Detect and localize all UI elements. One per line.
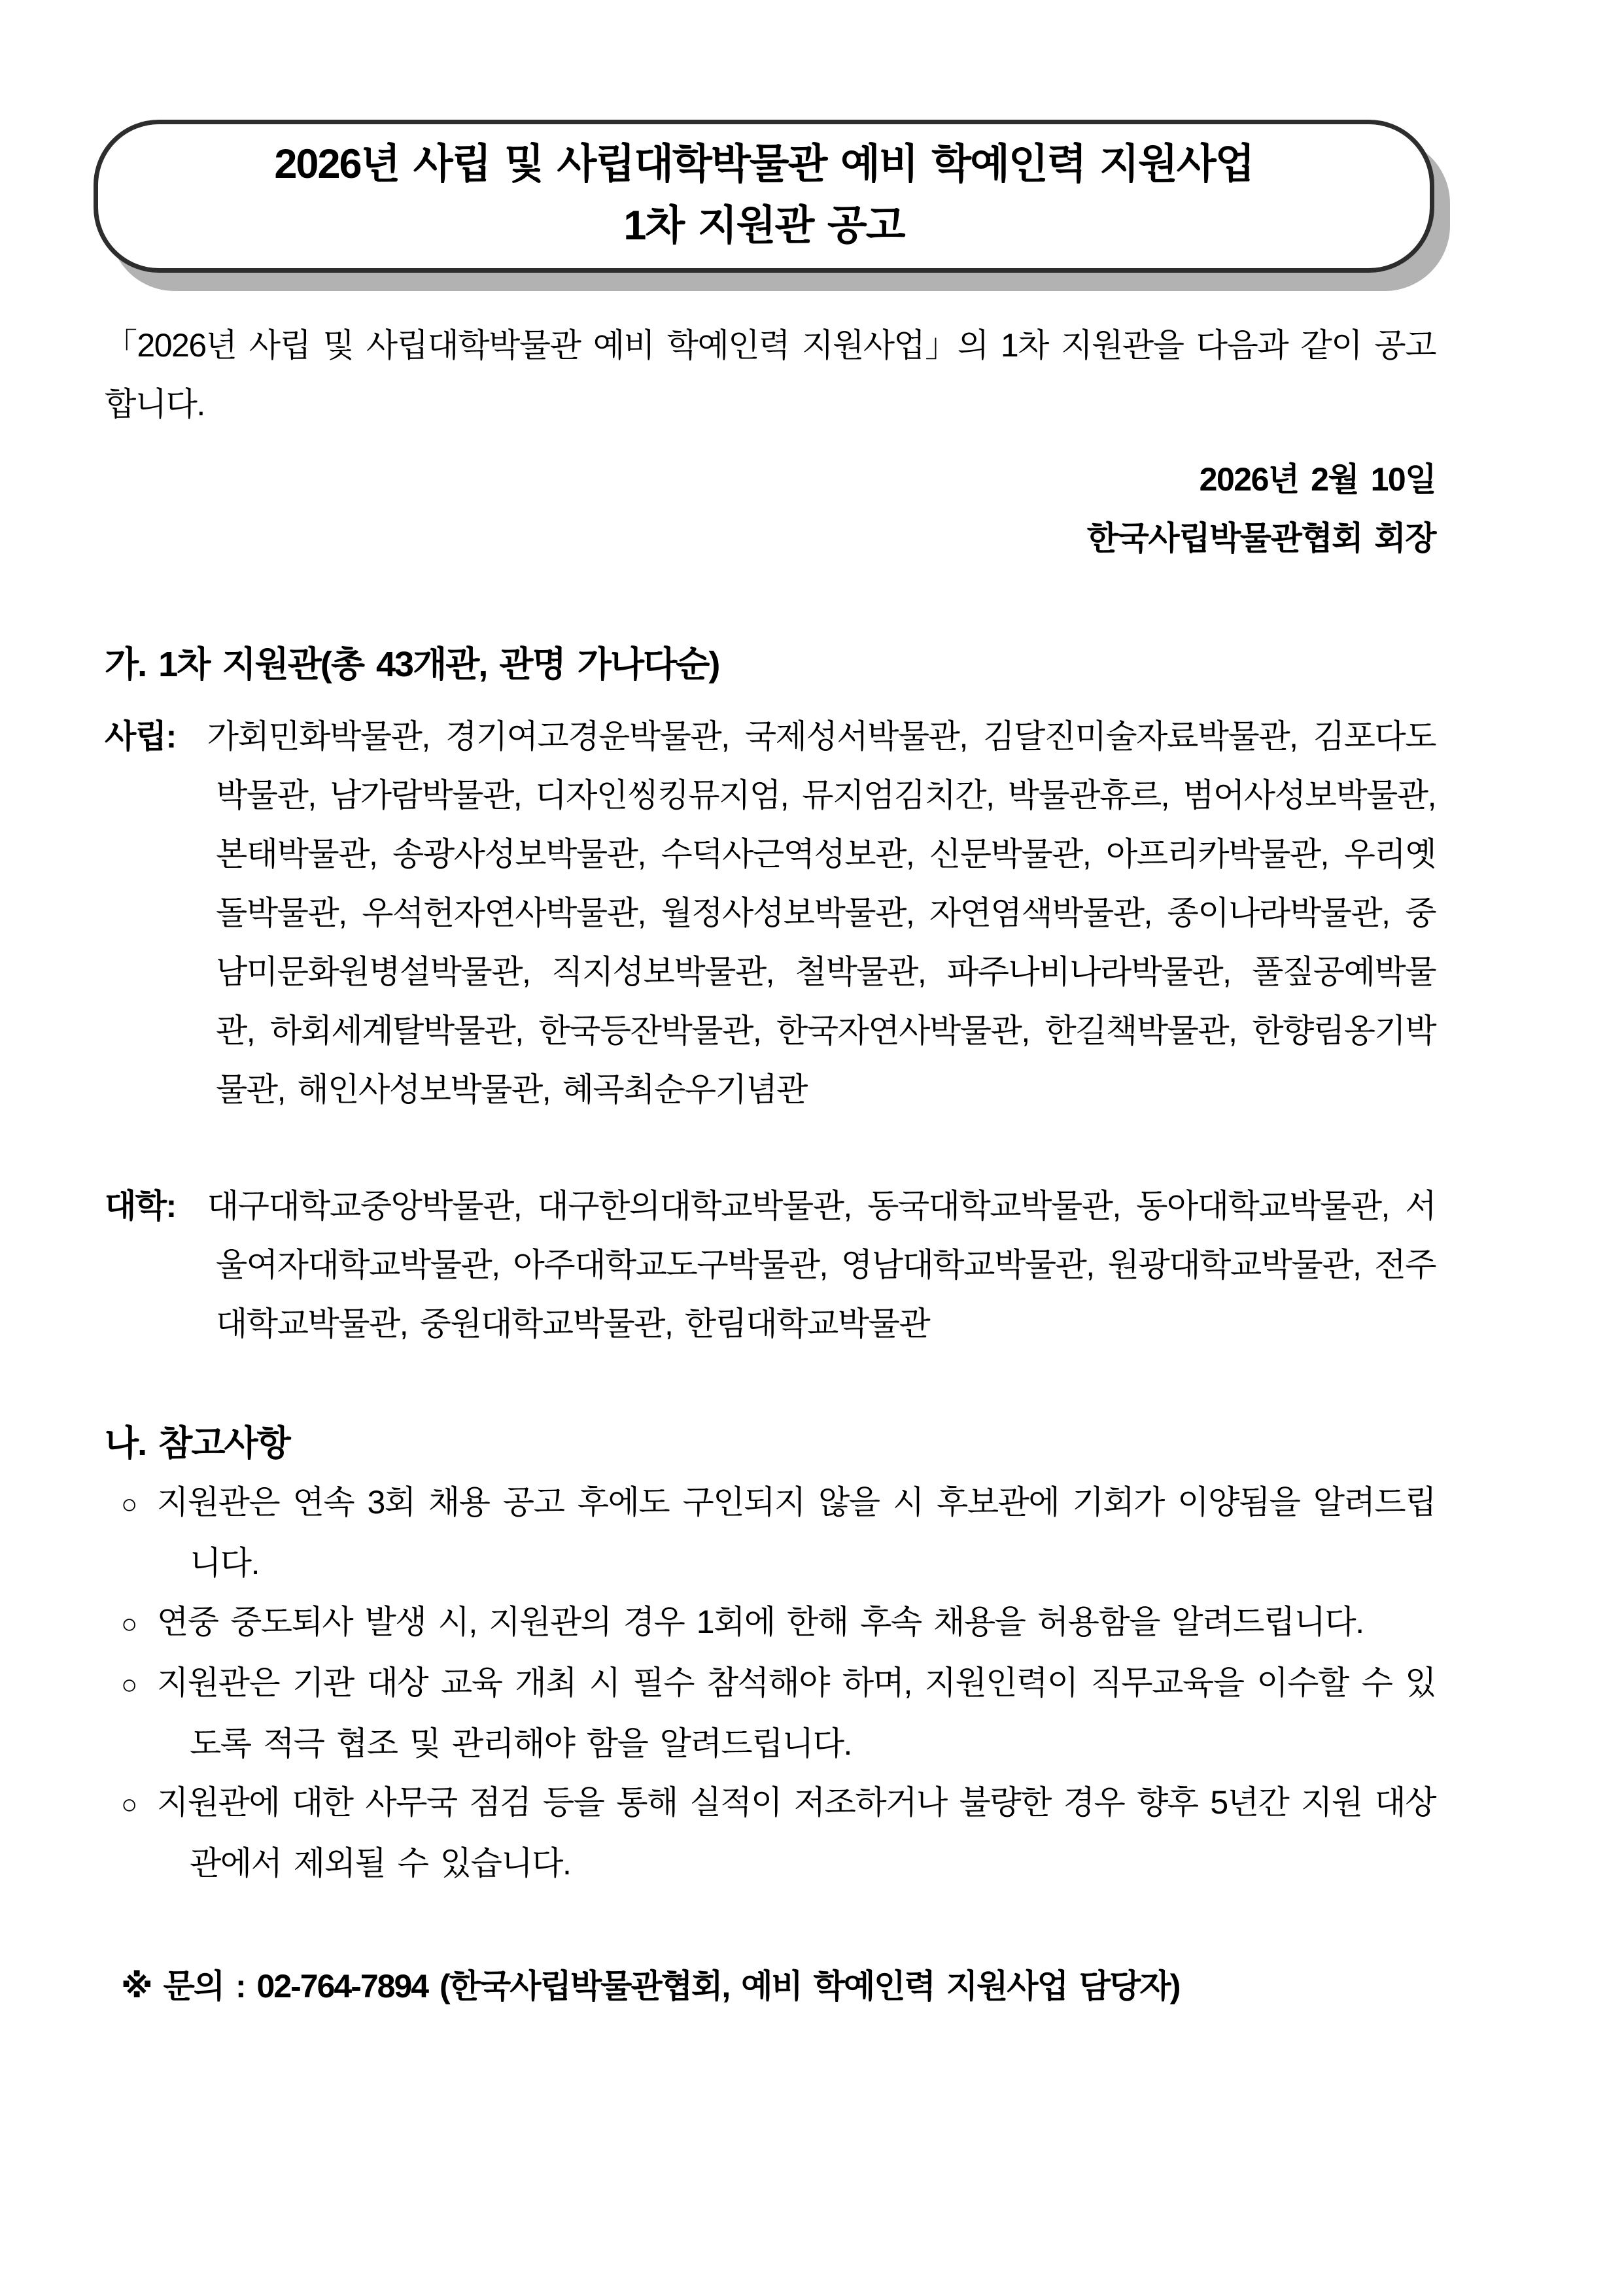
- private-museums-list: 가회민화박물관, 경기여고경운박물관, 국제성서박물관, 김달진미술자료박물관, 김포다도박물관, 남가람박물관, 디자인씽킹뮤지엄, 뮤지엄김치간, 박물관휴르, 범어사성보박물관, 본태박물관, 송광사성보박물관, 수덕사근역성보관, 신문박물관, 아프리카박물관, 우리옛돌박물관, 우석헌자연사박물관, 월정사성보박물관, 자연염색박물관, 종이나라박물관, 중남미문화원병설박물관, 직지성보박물관, 철박물관, 파주나비나라박물관, 풀짚공예박물관, 하회세계탈박물관, 한국등잔박물관, 한국자연사박물관, 한길책박물관, 한향림옹기박물관, 해인사성보박물관, 혜곡최순우기념관: [207, 718, 1436, 1108]
- document-content: [105, 0, 1436, 2016]
- university-museums-label: 대학:: [105, 1188, 176, 1224]
- note-item: [121, 1592, 1436, 1653]
- private-museums-paragraph: [105, 707, 1436, 1119]
- circle-bullet-icon: ○: [121, 1789, 137, 1819]
- note-text: 지원관은 연속 3회 채용 공고 후에도 구인되지 않을 시 후보관에 기회가 이양됨을 알려드립니다.: [157, 1484, 1436, 1581]
- circle-bullet-icon: ○: [121, 1669, 137, 1700]
- note-item: [121, 1773, 1436, 1893]
- note-item: [121, 1473, 1436, 1592]
- document-title-line2: 1차 지원관 공고: [623, 203, 905, 249]
- note-text: 연중 중도퇴사 발생 시, 지원관의 경우 1회에 한해 후속 채용을 허용함을 알려드립니다.: [157, 1604, 1364, 1640]
- note-text: 지원관에 대한 사무국 점검 등을 통해 실적이 저조하거나 불량한 경우 향후 5년간 지원 대상관에서 제외될 수 있습니다.: [157, 1784, 1436, 1882]
- announcement-date: 2026년 2월 10일: [1199, 461, 1436, 498]
- notes-list: [105, 1473, 1436, 1893]
- announcement-signer: 한국사립박물관협회 회장: [1086, 520, 1436, 557]
- title-box: [94, 120, 1434, 273]
- note-item: [121, 1653, 1436, 1773]
- section-b-heading: 나. 참고사항: [105, 1424, 290, 1463]
- private-museums-label: 사립:: [105, 718, 176, 755]
- note-text: 지원관은 기관 대상 교육 개최 시 필수 참석해야 하며, 지원인력이 직무교육을 이수할 수 있도록 적극 협조 및 관리해야 함을 알려드립니다.: [157, 1664, 1436, 1762]
- circle-bullet-icon: ○: [121, 1489, 137, 1519]
- intro-paragraph: 「2026년 사립 및 사립대학박물관 예비 학예인력 지원사업」의 1차 지원관을 다음과 같이 공고합니다.: [105, 327, 1436, 422]
- document-title-line1: 2026년 사립 및 사립대학박물관 예비 학예인력 지원사업: [274, 141, 1254, 187]
- section-a-heading: 가. 1차 지원관(총 43개관, 관명 가나다순): [105, 645, 719, 684]
- signature-block: [105, 450, 1436, 568]
- contact-line: ※ 문의 : 02-764-7894 (한국사립박물관협회, 예비 학예인력 지원사업 담당자): [121, 1968, 1180, 2005]
- circle-bullet-icon: ○: [121, 1608, 137, 1639]
- university-museums-list: 대구대학교중앙박물관, 대구한의대학교박물관, 동국대학교박물관, 동아대학교박물관, 서울여자대학교박물관, 아주대학교도구박물관, 영남대학교박물관, 원광대학교박물관, 전주대학교박물관, 중원대학교박물관, 한림대학교박물관: [207, 1188, 1436, 1342]
- university-museums-paragraph: [105, 1177, 1436, 1353]
